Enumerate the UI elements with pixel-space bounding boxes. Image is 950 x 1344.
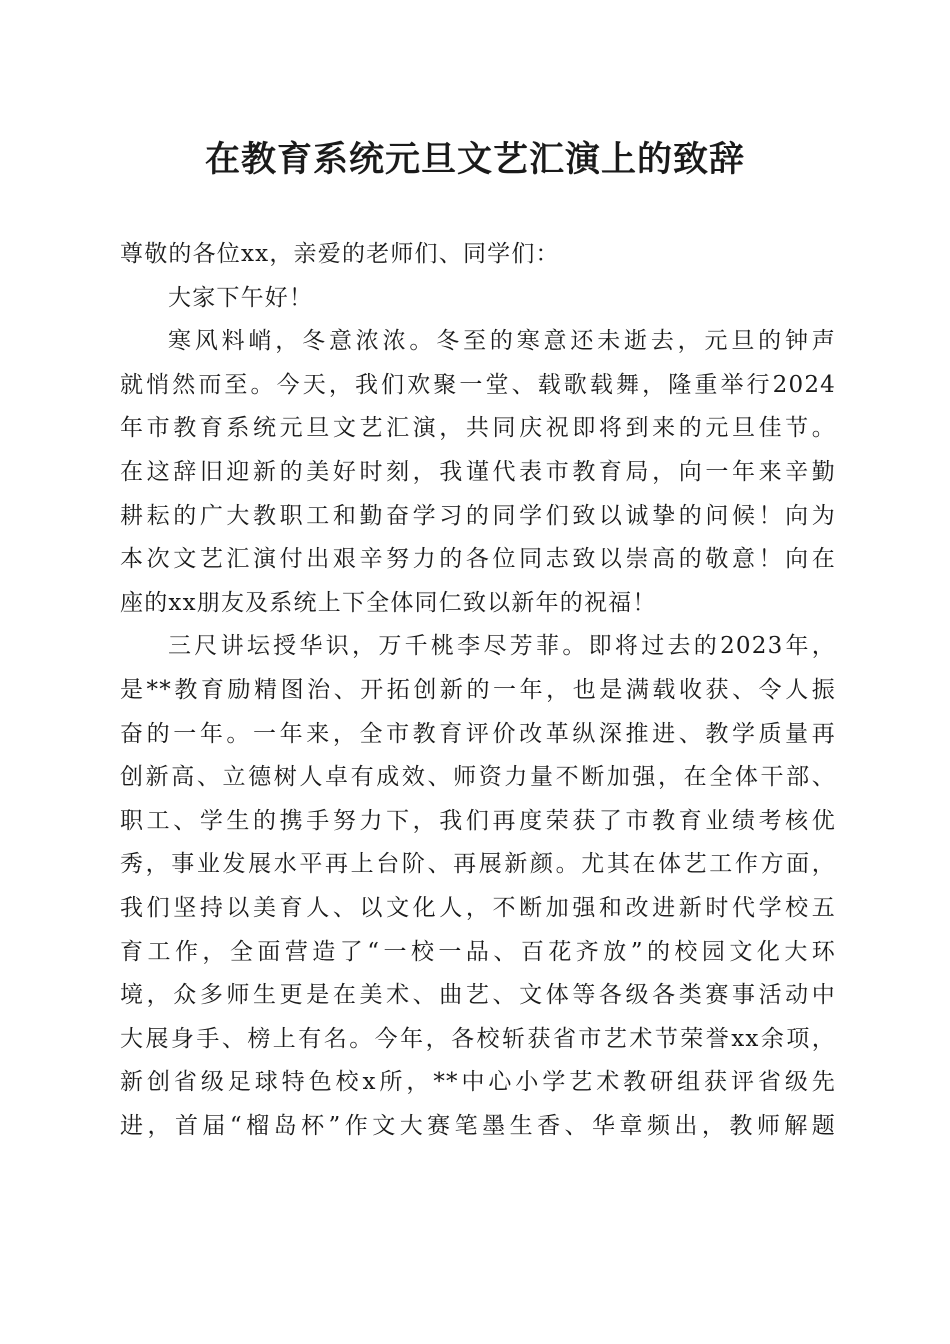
text-line: 耕耘的广大教职工和勤奋学习的同学们致以诚挚的问候！向为 [120,502,836,529]
text-line: 就悄然而至。今天，我们欢聚一堂、载歌载舞，隆重举行2024 [120,371,836,398]
text-line: 本次文艺汇演付出艰辛努力的各位同志致以崇高的敬意！向在 [120,546,836,573]
text-line: 进，首届“榴岛杯”作文大赛笔墨生香、华章频出，教师解题 [120,1112,836,1139]
text-line: 年市教育系统元旦文艺汇演，共同庆祝即将到来的元旦佳节。 [120,415,836,442]
text-line: 尊敬的各位xx，亲爱的老师们、同学们： [120,241,560,267]
text-line: 大展身手、榜上有名。今年，各校斩获省市艺术节荣誉xx余项， [120,1025,836,1052]
text-line: 三尺讲坛授华识，万千桃李尽芳菲。即将过去的2023年， [168,633,836,660]
text-line: 境，众多师生更是在美术、曲艺、文体等各级各类赛事活动中 [120,982,836,1009]
text-line: 秀，事业发展水平再上台阶、再展新颜。尤其在体艺工作方面， [120,851,836,878]
text-line: 育工作，全面营造了“一校一品、百花齐放”的校园文化大环 [120,938,836,965]
text-line: 座的xx朋友及系统上下全体同仁致以新年的祝福！ [120,589,657,616]
text-line: 在这辞旧迎新的美好时刻，我谨代表市教育局，向一年来辛勤 [120,458,836,485]
text-line: 大家下午好！ [168,284,314,311]
text-line: 是**教育励精图治、开拓创新的一年，也是满载收获、令人振 [120,676,836,703]
text-line: 我们坚持以美育人、以文化人，不断加强和改进新时代学校五 [120,894,836,921]
text-line: 寒风料峭，冬意浓浓。冬至的寒意还未逝去，元旦的钟声 [168,328,836,355]
text-line: 创新高、立德树人卓有成效、师资力量不断加强，在全体干部、 [120,764,836,791]
text-line: 职工、学生的携手努力下，我们再度荣获了市教育业绩考核优 [120,807,836,834]
document-body [120,233,836,1148]
document-title: 在教育系统元旦文艺汇演上的致辞 [204,139,745,180]
text-line: 奋的一年。一年来，全市教育评价改革纵深推进、教学质量再 [120,720,836,747]
text-line: 新创省级足球特色校x所，**中心小学艺术教研组获评省级先 [120,1069,836,1096]
